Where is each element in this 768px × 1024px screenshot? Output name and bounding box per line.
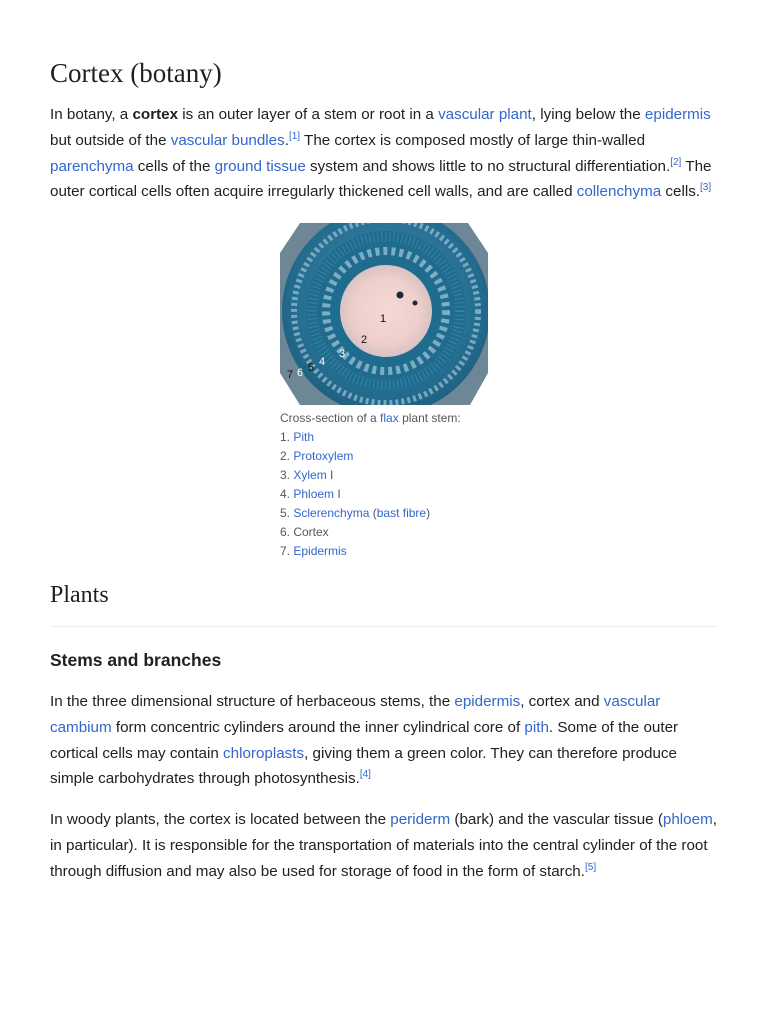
figure-label-7: 7 (287, 369, 294, 381)
text: In woody plants, the cortex is located between the (50, 811, 391, 828)
text: ( (369, 506, 377, 520)
figure-label-2: 2 (361, 334, 368, 346)
link-phloem-2[interactable]: phloem (662, 811, 713, 828)
ref-4[interactable]: [4] (359, 769, 371, 781)
caption-item-cortex: 6. Cortex (280, 525, 329, 539)
text: ) (426, 506, 431, 520)
link-chloroplasts[interactable]: chloroplasts (223, 744, 305, 762)
text: is an outer layer of a stem or root in a (178, 106, 439, 123)
link-collenchyma[interactable]: collenchyma (576, 183, 662, 201)
bold-term: cortex (132, 106, 179, 123)
figure-caption (280, 409, 530, 561)
text: . Some of the outer cortical cells may contain (50, 718, 679, 762)
text: Cross-section of a (280, 411, 381, 425)
ref-3[interactable]: [3] (700, 182, 712, 194)
caption-item-sclerenchyma (280, 504, 530, 523)
ref-5[interactable]: [5] (584, 861, 597, 873)
text: I (334, 487, 341, 501)
text: In botany, a (50, 106, 133, 123)
figure-label-5: 5 (308, 362, 315, 374)
section-heading-plants: Plants (50, 582, 109, 608)
link-epidermis-2[interactable]: epidermis (454, 693, 521, 710)
ref-2[interactable]: [2] (670, 156, 682, 168)
link-epidermis-caption[interactable]: Epidermis (293, 544, 347, 558)
woody-paragraph (50, 807, 718, 884)
text: form concentric cylinders around the inner cylindrical core of (111, 718, 525, 736)
link-bast-fibre[interactable]: bast fibre (376, 506, 427, 520)
link-xylem[interactable]: Xylem (293, 468, 327, 482)
text: The outer cortical cells often acquire irregularly thickened cell walls, and are called (50, 157, 712, 201)
link-periderm[interactable]: periderm (390, 811, 451, 828)
link-pith[interactable]: Pith (293, 430, 315, 444)
section-divider (50, 626, 718, 627)
text: (bark) and the vascular tissue ( (450, 811, 663, 828)
subsection-heading-stems: Stems and branches (50, 650, 222, 670)
link-ground-tissue[interactable]: ground tissue (214, 157, 306, 175)
text: , lying below the (531, 106, 645, 123)
text: 1. (280, 430, 294, 444)
caption-item-epidermis (280, 542, 530, 561)
ref-1[interactable]: [1] (288, 130, 301, 142)
flax-stem-cross-section-image[interactable] (280, 223, 488, 405)
text: In the three dimensional structure of herbaceous stems, the (50, 693, 455, 710)
text: cells. (661, 183, 701, 201)
text: , in particular). It is responsible for the transportation of materials into the central cylinder of the root through diffusion and may also be used for storage of food in the form of starch. (50, 811, 717, 880)
caption-intro (280, 409, 530, 428)
text: cells of the (133, 157, 215, 175)
text: plant stem: (398, 411, 461, 425)
text: , cortex and (520, 693, 604, 710)
figure-label-3: 3 (339, 348, 346, 360)
figure-label-1: 1 (380, 313, 387, 325)
text: The cortex is composed mostly of large thin-walled (300, 131, 646, 149)
intro-paragraph (50, 102, 718, 205)
caption-list (280, 428, 530, 561)
figure-label-6: 6 (297, 367, 304, 379)
link-phloem[interactable]: Phloem (293, 487, 335, 501)
caption-item-pith (280, 428, 530, 447)
link-flax[interactable]: flax (380, 411, 399, 425)
figure-label-4: 4 (319, 356, 326, 368)
text: , giving them a green color. They can therefore produce simple carbohydrates through photosynthesis. (50, 744, 677, 788)
stems-paragraph (50, 689, 718, 792)
caption-item-protoxylem (280, 447, 530, 466)
link-parenchyma[interactable]: parenchyma (50, 157, 134, 175)
link-vascular-cambium[interactable]: vascular cambium (50, 693, 661, 736)
text: 2. (280, 449, 294, 463)
link-epidermis[interactable]: epidermis (644, 106, 711, 123)
text: 3. (280, 468, 294, 482)
link-pith-2[interactable]: pith (524, 718, 549, 736)
caption-item-phloem (280, 485, 530, 504)
link-sclerenchyma[interactable]: Sclerenchyma (293, 506, 370, 520)
stem-figure (280, 223, 530, 561)
link-vascular-plant[interactable]: vascular plant (438, 106, 532, 123)
text: I (326, 468, 334, 482)
text: 4. (280, 487, 294, 501)
text: 7. (280, 544, 294, 558)
text: but outside of the (50, 131, 171, 149)
page-title: Cortex (botany) (50, 58, 222, 88)
link-protoxylem[interactable]: Protoxylem (293, 449, 354, 463)
caption-item-xylem (280, 466, 530, 485)
text: system and shows little to no structural differentiation. (305, 157, 671, 175)
link-vascular-bundles[interactable]: vascular bundles (170, 131, 285, 149)
text: . (284, 131, 289, 149)
text: 5. (280, 506, 294, 520)
